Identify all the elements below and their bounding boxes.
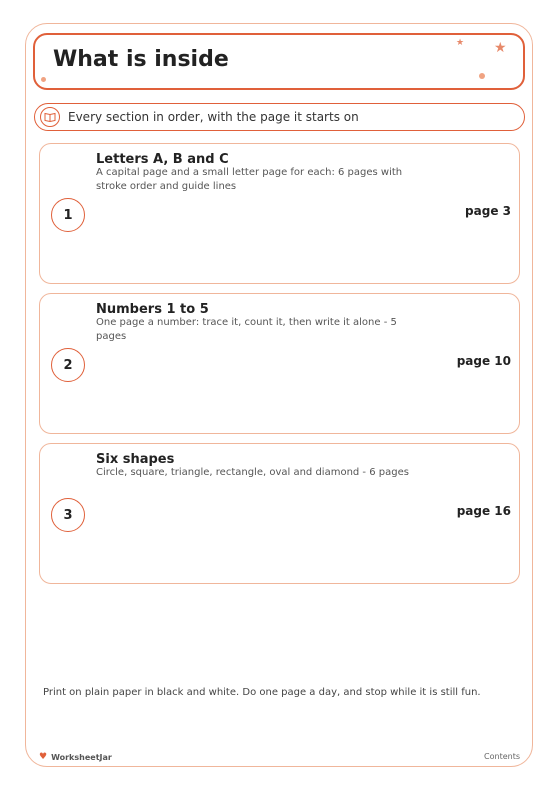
- heart-icon: ♥: [39, 752, 48, 762]
- section-description: Circle, square, triangle, rectangle, oval and diamond - 6 pages: [96, 467, 409, 478]
- intro-banner: [34, 103, 525, 131]
- section-description: A capital page and a small letter page for each: 6 pages with stroke order and guide lines: [96, 167, 403, 192]
- title-banner: [33, 33, 525, 90]
- section-number: 2: [51, 348, 85, 382]
- section-card: [39, 443, 520, 584]
- brand: [39, 752, 112, 762]
- section-page: page 16: [456, 504, 511, 518]
- section-title: Six shapes: [96, 452, 175, 467]
- section-description: One page a number: trace it, count it, then write it alone - 5 pages: [96, 317, 397, 342]
- dot-decoration: [41, 77, 46, 82]
- dot-decoration: [479, 73, 485, 79]
- star-icon: ★: [456, 38, 465, 48]
- print-note: Print on plain paper in black and white. Do one page a day, and stop while it is still fun.: [43, 687, 481, 698]
- section-number: 3: [51, 498, 85, 532]
- section-title: Letters A, B and C: [96, 152, 229, 167]
- section-page: page 3: [465, 204, 511, 218]
- section-page: page 10: [456, 354, 511, 368]
- section-title: Numbers 1 to 5: [96, 302, 209, 317]
- intro-text: Every section in order, with the page it starts on: [68, 110, 359, 124]
- page-label: Contents: [484, 752, 520, 761]
- section-card: [39, 293, 520, 434]
- section-card: [39, 143, 520, 284]
- book-icon: [40, 107, 60, 127]
- page-title: What is inside: [53, 47, 229, 72]
- brand-name: WorksheetJar: [51, 752, 112, 762]
- section-number: 1: [51, 198, 85, 232]
- star-icon: ★: [494, 40, 507, 56]
